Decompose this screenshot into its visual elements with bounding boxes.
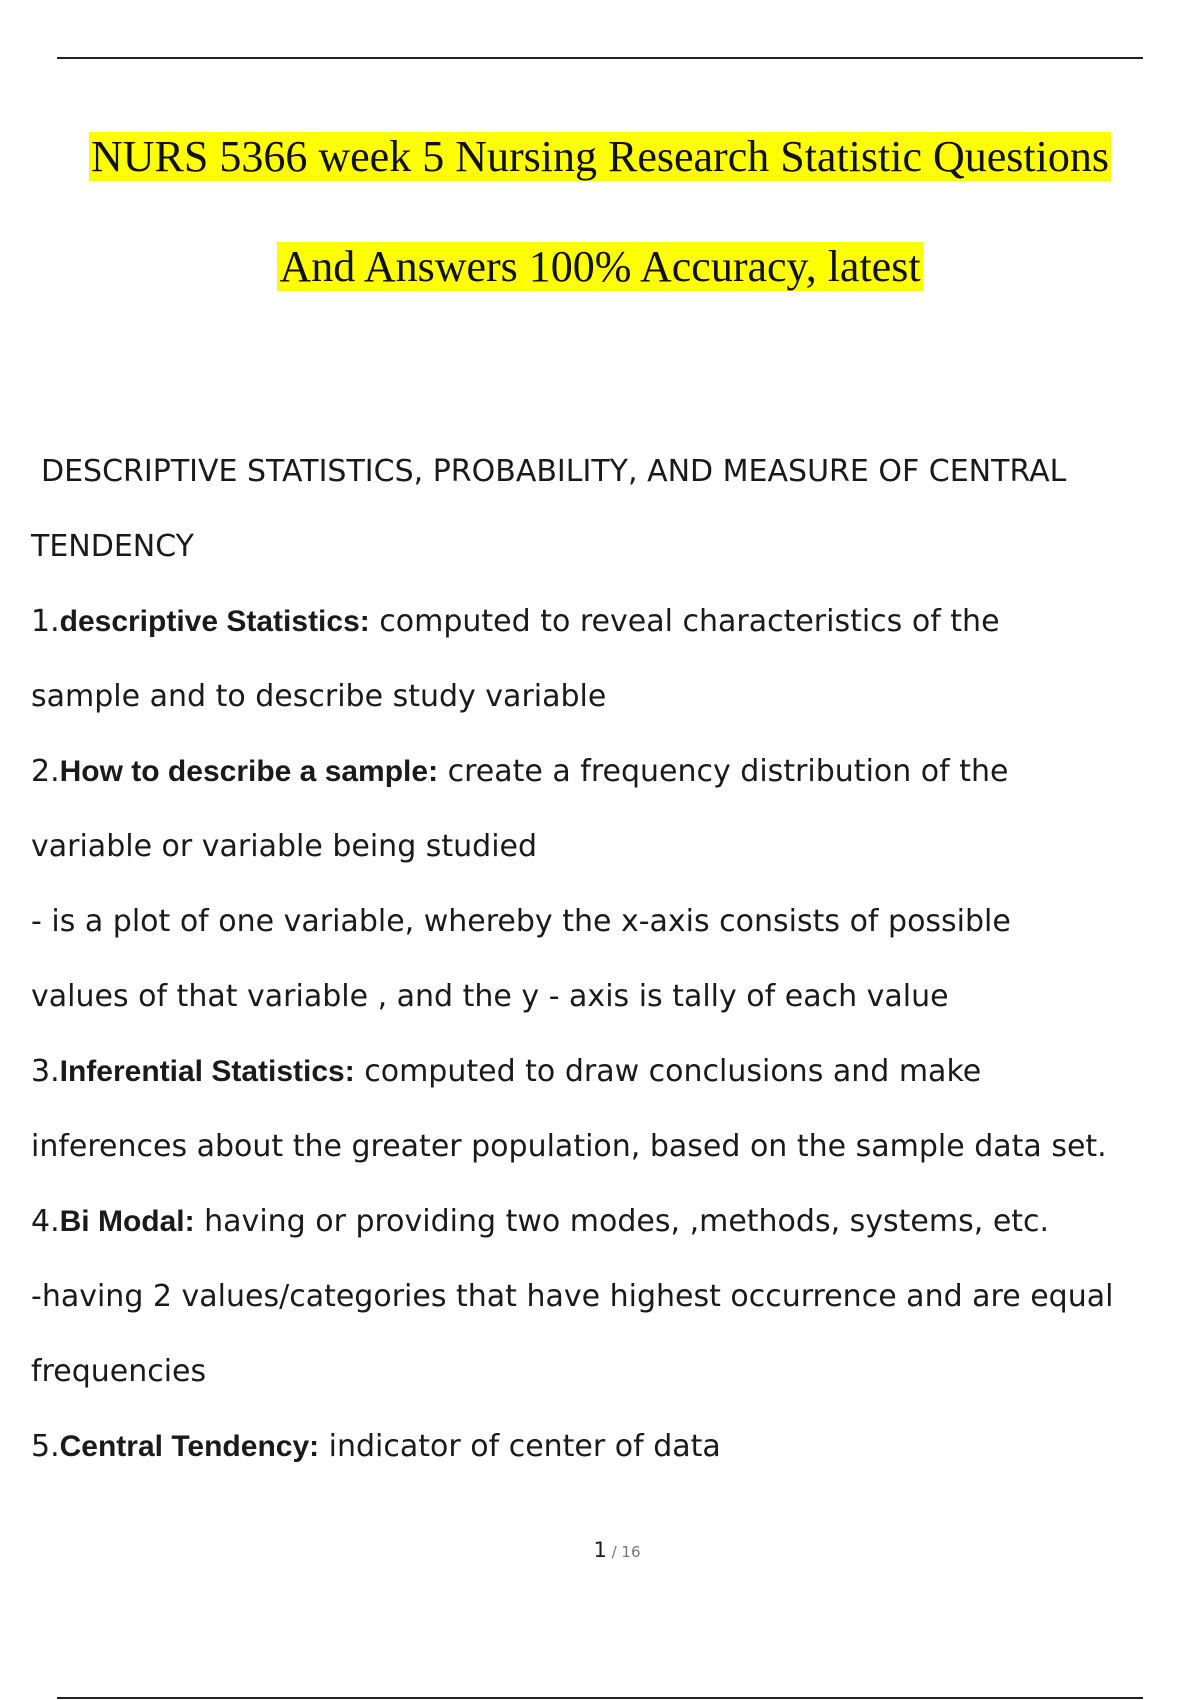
item-term: Central Tendency: bbox=[59, 1430, 320, 1463]
list-item-4 bbox=[31, 1184, 1191, 1259]
item-number: 2. bbox=[31, 754, 60, 789]
top-rule bbox=[57, 57, 1143, 59]
item-term: Bi Modal: bbox=[59, 1205, 195, 1238]
item-number: 5. bbox=[31, 1429, 60, 1464]
item-number: 1. bbox=[31, 604, 60, 639]
section-heading-line-1: DESCRIPTIVE STATISTICS, PROBABILITY, AND MEASURE OF CENTRAL bbox=[41, 454, 1067, 489]
item-number: 3. bbox=[31, 1054, 60, 1089]
item-number: 4. bbox=[31, 1204, 60, 1239]
item-term: Inferential Statistics: bbox=[59, 1055, 355, 1088]
document-body bbox=[31, 434, 1191, 1484]
item-2-continuation: variable or variable being studied bbox=[31, 829, 538, 864]
item-4-note-line-2: frequencies bbox=[31, 1354, 207, 1389]
section-heading-line-2: TENDENCY bbox=[31, 529, 194, 564]
title-line-1 bbox=[0, 102, 1200, 212]
item-definition: create a frequency distribution of the bbox=[438, 754, 1009, 789]
list-item-2 bbox=[31, 734, 1191, 809]
item-2-note-line-2: values of that variable , and the y - axis is tally of each value bbox=[31, 979, 949, 1014]
item-definition: computed to reveal characteristics of the bbox=[369, 604, 1000, 639]
title-line-1-text: NURS 5366 week 5 Nursing Research Statistic Questions bbox=[91, 132, 1109, 181]
item-definition: having or providing two modes, ,methods, systems, etc. bbox=[194, 1204, 1050, 1239]
page-current: 1 bbox=[593, 1538, 607, 1562]
page-total: / 16 bbox=[606, 1543, 641, 1561]
title-line-2 bbox=[0, 212, 1200, 322]
item-2-note-line-1: - is a plot of one variable, whereby the x-axis consists of possible bbox=[31, 904, 1011, 939]
item-definition: computed to draw conclusions and make bbox=[354, 1054, 982, 1089]
item-1-continuation: sample and to describe study variable bbox=[31, 679, 607, 714]
title-line-2-text: And Answers 100% Accuracy, latest bbox=[279, 242, 921, 291]
document-title bbox=[0, 102, 1200, 322]
item-3-continuation: inferences about the greater population, based on the sample data set. bbox=[31, 1129, 1107, 1164]
item-4-note-line-1: -having 2 values/categories that have highest occurrence and are equal bbox=[31, 1279, 1114, 1314]
list-item-1 bbox=[31, 584, 1191, 659]
item-definition: indicator of center of data bbox=[319, 1429, 721, 1464]
list-item-5 bbox=[31, 1409, 1191, 1484]
bottom-rule bbox=[57, 1697, 1143, 1699]
page-indicator bbox=[0, 1538, 1200, 1562]
list-item-3 bbox=[31, 1034, 1191, 1109]
item-term: How to describe a sample: bbox=[59, 755, 439, 788]
item-term: descriptive Statistics: bbox=[59, 605, 370, 638]
